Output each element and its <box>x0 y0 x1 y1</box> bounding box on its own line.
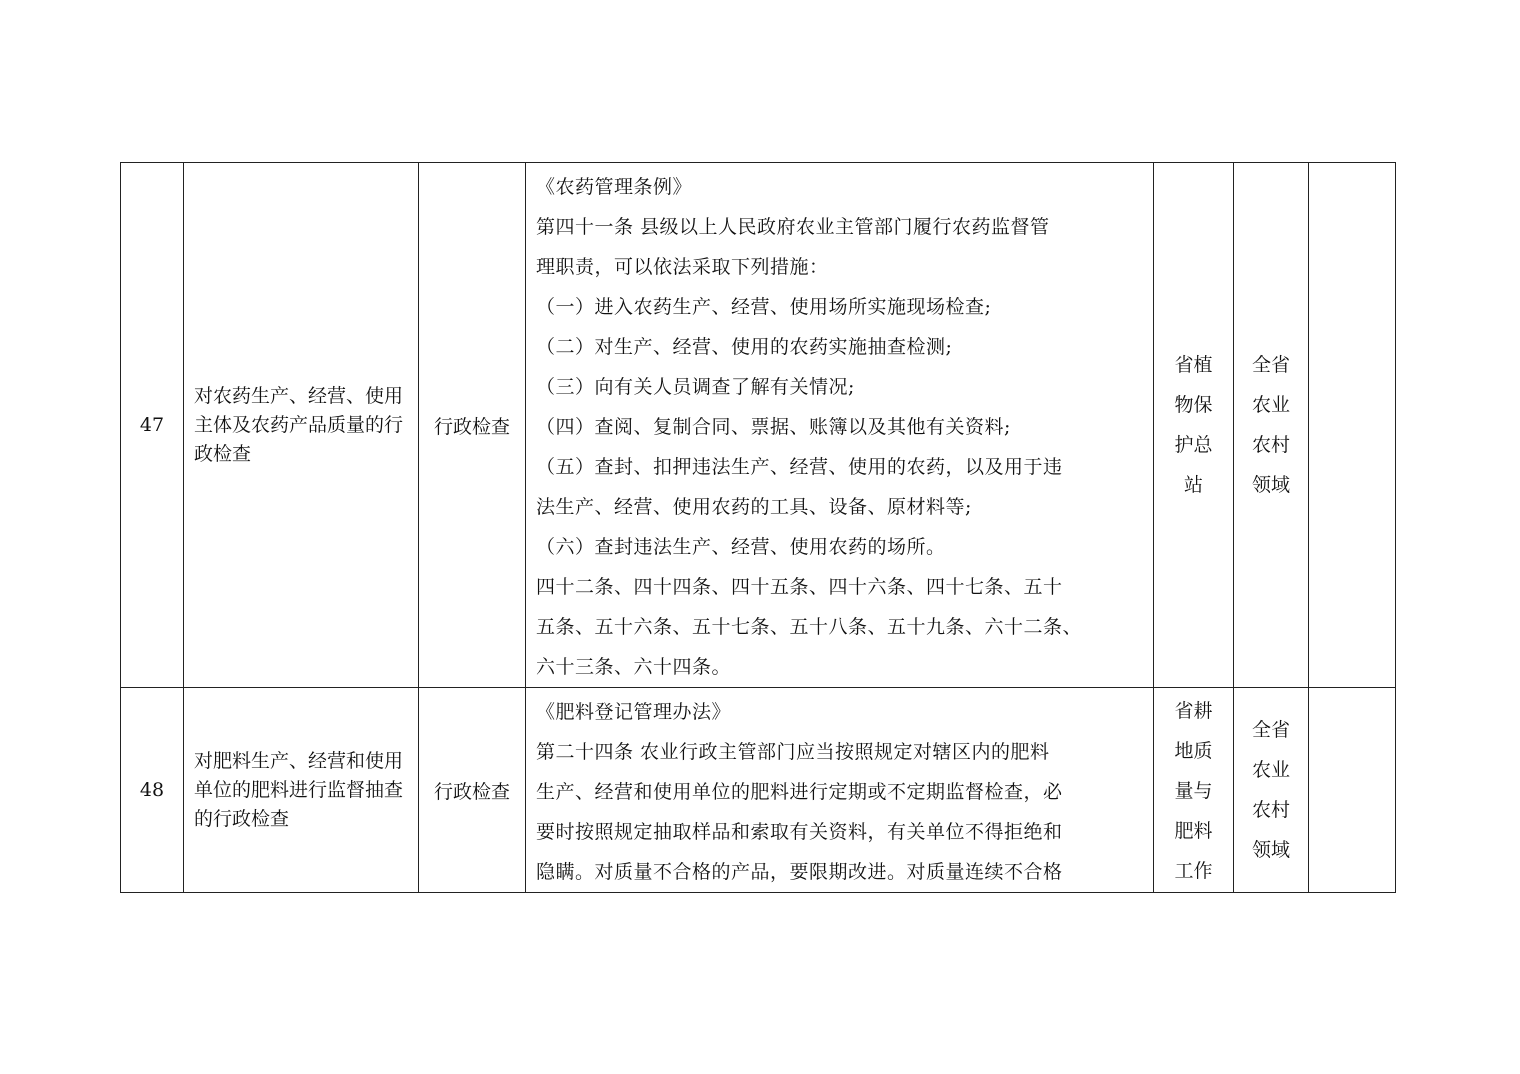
basis-line: 法生产、经营、使用农药的工具、设备、原材料等; <box>536 496 972 518</box>
basis-line: 四十二条、四十四条、四十五条、四十六条、四十七条、五十 <box>536 576 1063 598</box>
department-line: 护总 <box>1174 434 1213 456</box>
item-type: 行政检查 <box>419 688 526 893</box>
item-type: 行政检查 <box>419 163 526 688</box>
responsible-department <box>1154 688 1234 893</box>
department-line: 省耕 <box>1174 700 1213 722</box>
department-line: 物保 <box>1174 394 1213 416</box>
table-row <box>121 163 1396 688</box>
basis-line: （二）对生产、经营、使用的农药实施抽查检测; <box>536 336 953 358</box>
inspection-items-table <box>120 162 1396 893</box>
scope-line: 全省 <box>1251 719 1290 741</box>
legal-basis <box>526 163 1154 688</box>
basis-line: 生产、经营和使用单位的肥料进行定期或不定期监督检查，必 <box>536 781 1063 803</box>
basis-line: 隐瞒。对质量不合格的产品，要限期改进。对质量连续不合格 <box>536 861 1063 883</box>
scope-line: 农村 <box>1251 434 1290 456</box>
basis-line: （一）进入农药生产、经营、使用场所实施现场检查; <box>536 296 992 318</box>
department-line: 工作 <box>1174 860 1213 882</box>
scope-line: 农业 <box>1251 394 1290 416</box>
scope-line: 农村 <box>1251 799 1290 821</box>
basis-line: 第四十一条 县级以上人民政府农业主管部门履行农药监督管 <box>536 216 1050 238</box>
department-line: 肥料 <box>1174 820 1213 842</box>
basis-line: 五条、五十六条、五十七条、五十八条、五十九条、六十二条、 <box>536 616 1083 638</box>
basis-line: 第二十四条 农业行政主管部门应当按照规定对辖区内的肥料 <box>536 741 1050 763</box>
remarks <box>1309 163 1396 688</box>
item-name: 对农药生产、经营、使用主体及农药产品质量的行政检查 <box>184 163 419 688</box>
basis-line: （三）向有关人员调查了解有关情况; <box>536 376 855 398</box>
table-row <box>121 688 1396 893</box>
department-line: 地质 <box>1174 740 1213 762</box>
department-line: 站 <box>1183 474 1203 496</box>
department-line: 量与 <box>1174 780 1213 802</box>
basis-line: 《农药管理条例》 <box>536 176 693 198</box>
basis-line: 《肥料登记管理办法》 <box>536 701 732 723</box>
basis-line: （四）查阅、复制合同、票据、账簿以及其他有关资料; <box>536 416 1011 438</box>
basis-line: 六十三条、六十四条。 <box>536 656 732 678</box>
basis-line: （五）查封、扣押违法生产、经营、使用的农药，以及用于违 <box>536 456 1063 478</box>
scope-line: 领域 <box>1251 474 1290 496</box>
scope-line: 领域 <box>1251 839 1290 861</box>
item-number: 48 <box>121 688 184 893</box>
remarks <box>1309 688 1396 893</box>
scope <box>1234 688 1309 893</box>
item-name: 对肥料生产、经营和使用单位的肥料进行监督抽查的行政检查 <box>184 688 419 893</box>
department-line: 省植 <box>1174 354 1213 376</box>
legal-basis <box>526 688 1154 893</box>
basis-line: 理职责，可以依法采取下列措施： <box>536 256 829 278</box>
basis-line: （六）查封违法生产、经营、使用农药的场所。 <box>536 536 946 558</box>
scope <box>1234 163 1309 688</box>
item-number: 47 <box>121 163 184 688</box>
scope-line: 农业 <box>1251 759 1290 781</box>
responsible-department <box>1154 163 1234 688</box>
scope-line: 全省 <box>1251 354 1290 376</box>
basis-line: 要时按照规定抽取样品和索取有关资料，有关单位不得拒绝和 <box>536 821 1063 843</box>
